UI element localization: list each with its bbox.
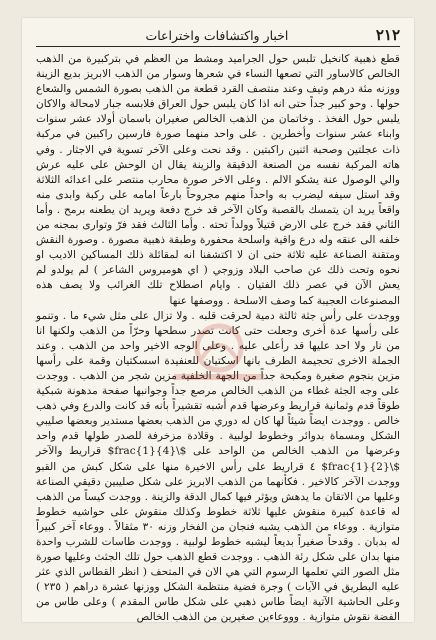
paragraph: ووجدت على رأس جثة ثالثة دمية لحرقت قلبه . ولا تزال على مثل شيء ما . وتنمو على رأسها عدة أخرى وجعلت حتى كانت تصدر سطحها وحرّاً من الذهب ولكنها انا من نار ولا احد عليها قد رأعلى عليه . وعلى الوجه الاخير واحد من الذهب . وعند الجملة الاخرى تحجيمة الطرف بانها اسكتيان للعنفيدة اسسكتيان وقمة على رأسها مزين بنجوم صغيرة ومكبحة جداً من الجهة الخلفية مزين شجر من الذهب . ووجدت على وجه الجثة غطاء من الذهب الخالص مرصع جداً وجوانبها صفحة مدهونة شبكية طوقاً قدم وثمانية قراريط وعرضها قدم أشبه تقشيراً بأنه قد كانت والدرع وفي ذهب خالص . ووجدت ايضاً شيئاً لها كان له دوري من الذهب بعضها مستدير وبعضها صليبي الشكل ومسماة بدوائر وخطوط لولبية . وقلادة مزخرفة للصدر طولها قدم واحد وعرضها من الذهب الخالص من الواحد على $\frac{1}{4}$ قراريط والآخر $\frac{1}{2}$ ٤ قراريط على رأس الاخيرة منها على شكل كبش من القبو ووجدت الآخر كالاخير . فكأنهما من الذهب الابريز على شكل صليبين دقيقي الصناعة وعليها من الاتقان ما يدهش ويؤثر فيها كمال الدقة والزينة . ووجدت كيساً من الذهب له قاعدة كبيرة منقوش عليها ثلاثة خطوط وكذلك منقوش على حواشيه خطوط متوازية . ووعاء من الذهب يشبه فنجان من الفخار وزنه ٣٠ مثقالاً . ووعاء آخر كبيراً له بدبان . وقدحاً صغيراً بديعاً ليشبه خطوط لولبية . ووجدت طاسات للشرب واحدة منها بدان على شكل رئة الذهب . ووجدت قطع الذهب حول تلك الجثث وعليها صورة مثل الصور التي تعلمها الرسوم التي هي الان في المتحف ( انظر القطاس الذي عثر عليه البطريق في الآيات ) وجرة فضية منتظمة الشكل ووزنها عشرة دراهم ( ٢٣٥ ) وعلى الحاشية الآتية ايضاً طاس ذهبي على شكل طاس المقدم ) وعلى طاس من الفضة نقوش متوازية . وووعاءين صغيرين من الذهب الخالص <box>36 309 401 624</box>
book-page <box>22 18 414 622</box>
running-header <box>36 24 400 47</box>
page-body <box>36 52 401 624</box>
page-number: ٢١٢ <box>375 26 400 44</box>
paragraph: قطع ذهبية كانخيل تلبس حول الجراميد ومشط من العظم في بتركبيرة من الذهب الخالص كالاساور التي تصعها النساء في شعرها وسوار من الذهب الابريز بديع الزينة ووزنه مئة درهم وتيف وعند منتصف القرد قطعة من الذهب بصورة الشمس والشعاع حولها . وحو كبير جداً حتى انه اذا كان يلبس حول العراق فلابسه جبار لامحالة والاكان يلبس حول الفخذ . وخاتمان من الذهب الخالص صغيران باسمان أولاد عشر سنوات وابناء عشر سنوات وأخطرين . على واحد منهما صورة فارسين راكبين في مركبة ذات عجلتين وصحبة اثنين راكبتين . وقد نحت وعلى الآخر تسوية في الاجثار . وفي هاته المركبة نفسه من الصنعة الدقيقة والزينة يقال ان الوحش على عليه عرش والي الوصول عنة يشكو الالم . وعلى الاخر صورة محارب منتصر على اعدائه الثلاثة وقد استل سيفه ليضرب به واحداً منهم مجروحاً بارعاً امامه على ركبة وابدى منه واقعاً يريد ان يتمسك بالقصبة وكان الآخر قد خرج دفعة ويريد ان يطعنه برمح . وأما الثاني فقد خرج على الارض قتيلاً وولداً تحته . وأما الثالث فقد فرّ وتوارى بمجنه من خلفه الى عنقه وله درع واقية واسلحة محفورة وطبقة ذهبية مصورة . وصورة النقش ومتقنة الصناعة عليه ثلاثة حتى ان لا اكتشفنا انه لمقائلة ذلك المساكين الاديب او نحوه وتحت ذلك عن صاحب البلاد وزوجي ( اي هوميروس الشاعر ) لم يولدو لم يعش الآن في عصر ذلك الفتيان . وايام اصطلاح تلك الغرائب ولا يصف هذه المصنوعات العجيبة كما وصف الاسلحة . ووصفها عنها <box>36 53 400 307</box>
running-title: اخبار واكتشافات واختراعات <box>145 27 289 43</box>
